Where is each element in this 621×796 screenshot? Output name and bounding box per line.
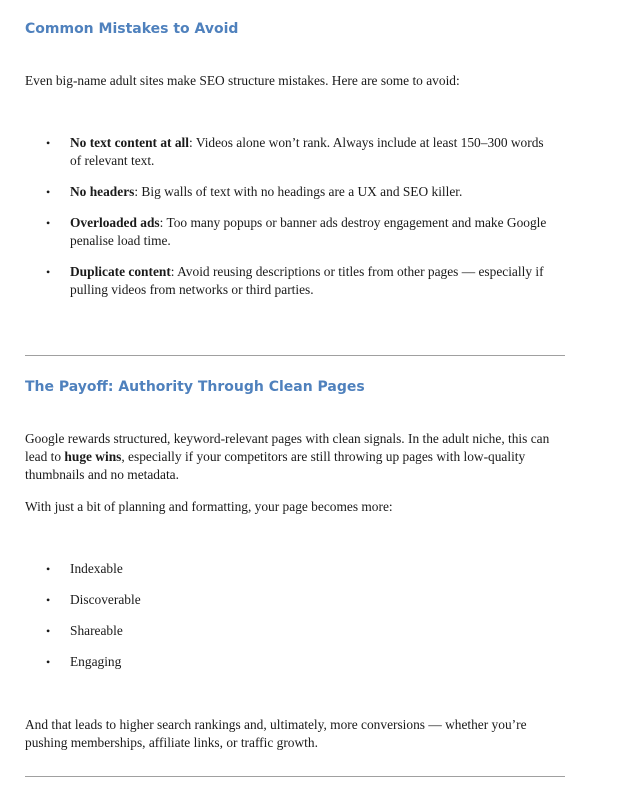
list-item: [0, 134, 565, 170]
list-item: [0, 560, 565, 578]
horizontal-rule: [25, 776, 565, 777]
benefit-label: Discoverable: [70, 592, 141, 607]
payoff-lead-in: With just a bit of planning and formatting, your page becomes more:: [25, 499, 393, 514]
bullet-icon: •: [46, 562, 51, 576]
payoff-text-start: Google rewards structured, keyword-relevant pages with clean signals. In the adult niche, this can lead to: [25, 431, 550, 464]
horizontal-rule: [25, 355, 565, 356]
mistake-term: No text content at all: [70, 135, 189, 150]
mistakes-list: [0, 134, 565, 299]
mistake-desc: : Avoid reusing descriptions or titles from other pages — especially if pulling videos from networks or third parties.: [70, 264, 544, 297]
bullet-icon: •: [46, 136, 51, 150]
mistake-desc: : Too many popups or banner ads destroy engagement and make Google penalise load time.: [70, 215, 547, 248]
list-item: [0, 263, 565, 299]
section-heading-payoff: The Payoff: Authority Through Clean Pages: [25, 379, 365, 395]
bullet-icon: •: [46, 655, 51, 669]
bullet-icon: •: [46, 593, 51, 607]
benefit-label: Engaging: [70, 654, 122, 669]
payoff-emphasis: huge wins: [64, 449, 122, 464]
mistake-term: Overloaded ads: [70, 215, 160, 230]
mistake-term: No headers: [70, 184, 135, 199]
benefit-label: Shareable: [70, 623, 123, 638]
bullet-icon: •: [46, 265, 51, 279]
list-item: [0, 183, 565, 201]
list-item: [0, 653, 565, 671]
benefit-label: Indexable: [70, 561, 123, 576]
section-heading-mistakes: Common Mistakes to Avoid: [25, 21, 239, 37]
bullet-icon: •: [46, 624, 51, 638]
list-item: [0, 214, 565, 250]
closing-paragraph: And that leads to higher search rankings and, ultimately, more conversions — whether you’re pushing memberships, affiliate links, or traffic growth.: [25, 717, 527, 750]
payoff-paragraph: [25, 430, 565, 484]
benefits-list: [0, 560, 565, 671]
bullet-icon: •: [46, 185, 51, 199]
payoff-text-end: , especially if your competitors are still throwing up pages with low-quality thumbnails and no metadata.: [25, 449, 526, 482]
list-item: [0, 622, 565, 640]
mistake-desc: : Videos alone won’t rank. Always include at least 150–300 words of relevant text.: [70, 135, 544, 168]
list-item: [0, 591, 565, 609]
mistakes-intro: Even big-name adult sites make SEO structure mistakes. Here are some to avoid:: [25, 73, 460, 88]
mistake-term: Duplicate content: [70, 264, 171, 279]
bullet-icon: •: [46, 216, 51, 230]
mistake-desc: : Big walls of text with no headings are a UX and SEO killer.: [134, 184, 463, 199]
